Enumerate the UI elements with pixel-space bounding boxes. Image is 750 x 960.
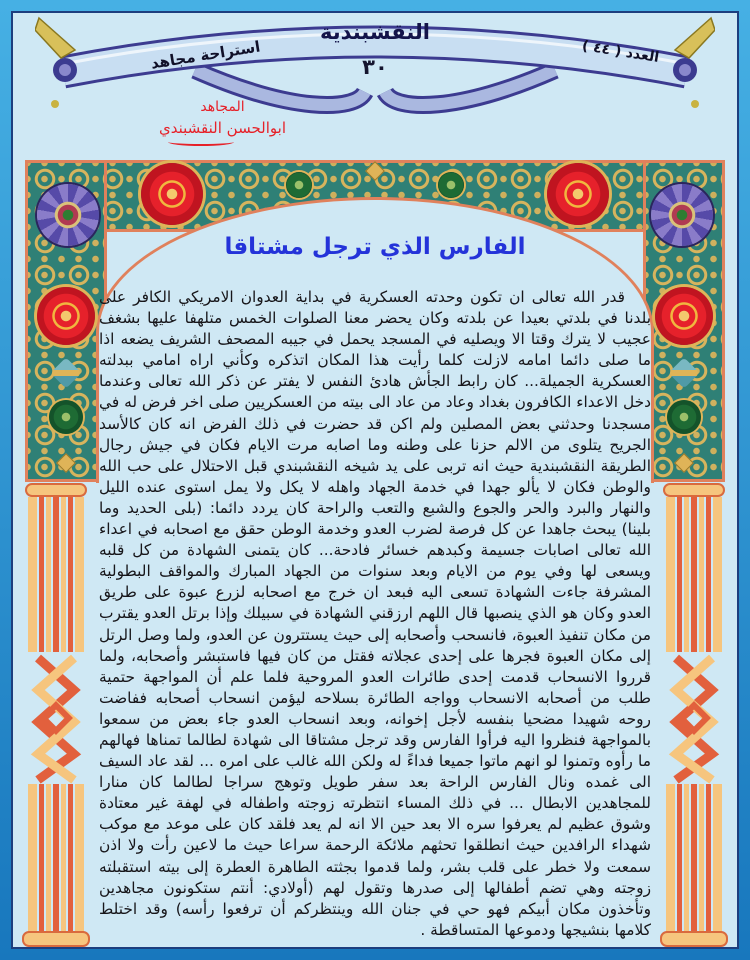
rosette-red-icon bbox=[547, 163, 609, 225]
rosette-red-icon bbox=[655, 287, 713, 345]
author-line2: ابوالحسن النقشبندي bbox=[159, 118, 286, 137]
article-title: الفارس الذي ترجل مشتاقا bbox=[224, 234, 526, 260]
knot-interlace-icon bbox=[28, 652, 84, 784]
rosette-purple-icon bbox=[37, 184, 99, 246]
article-body: قدر الله تعالى ان تكون وحدته العسكرية في بداية العدوان الامريكي الكافر على بلدنا في بلدتي بعيدا عن بلدته وكان يحضر معنا الصلوات الخمس متلهفا عليها بشغف عجيب لا يترك وقتا الا ويصليه في المسجد يحمل في جيبه المصحف الشريف يضعه اذا ما صلى دائما امامه لازلت كلما رأيت هذا المكان اتذكره وكأني اراه امامي ببدلته العسكرية الجميلة... كان رابط الجأش هادئ النفس لا يفتر عن ذكر الله تعالى وعندما دخل الاعداء الكافرون بغداد وعاد من عاد الى بيته من العسكريين صلى اخر فرض له في مسجدنا وحدثني بعض المصلين ولم اكن قد حضرت في ذلك الفرض انه كان كالأسد الجريح يتلوى من الالم حزنا على وطنه وما اصابه مرت الايام فكان في جيش رجال الطريقة النقشبندية حيث انه تربى على يد شيخه النقشبندي قبل الاحتلال على حب الله والوطن فكان لا يألو جهدا في خدمة الجهاد واهله لا يكل ولا يمل استوى عنده الليل والنهار والبرد والحر والجوع والشبع والتعب والراحة كان يردد دائما: (بلى الحديد وما بلينا) يبحث جاهدا عن كل فرصة لضرب العدو وخدمة الوطن حقق مع اصحابه في اعداء الله تعالى اصابات جسيمة وكبدهم خسائر فادحة... كان يتمنى الشهادة من كل قلبه ويسعى لها وفي يوم من الايام وبعد سنوات من الجهاد المبارك والمواقف البطولية المشرفة جاءت الشهادة تسعى اليه فبعد ان خرج مع اصحابه لزرع عبوة على طريق العدو وكان هو الذي ينصبها قال اللهم ارزقني الشهادة في سبيلك وإذا برتل العدو يقترب من مكان تنفيذ العبوة، فانسحب وأصحابه إلى حيث يستترون عن العدو، ولما وصل الرتل إلى مكان العبوة فجرها على إحدى عجلاته فقتل من كان فيها فاستبشر وأصحابه، ولما قرروا الانسحاب قدمت إحدى طائرات العدو المروحية فلما علم أن المواجهة حتمية طلب من أصحابه الانسحاب وواجه الطائرة بسلاحه ليؤمن انسحاب أصحابه ففاضت روحه شهيدا مضحيا بنفسه لأجل إخوانه، وبعد انسحاب العدو جاء بعض من سمعوا بالمواجهة فنظروا اليه فرأوا الفارس وقد ترجل مشتاقا الى شهادة لطالما تمناها فهالهم ما رأوه وتمنوا لو انهم ماتوا جميعا فداءً له ولكن الله غالب على امره ... لقد عاد السيف الى غمده ونال الفارس الراحة بعد سفر طويل وتوهج سراجا لطالما كان منارا للمجاهدين الابطال ... في ذلك المساء انتظرته زوجته واطفاله في لهفة غير معتادة وشوق عظيم لم يعرفوا سره الا بعد حين الا انه لم يعد فلقد كان على موعد مع موكب شهداء الرافدين حيث انطلقوا تحثهم ملائكة الرحمة سراعا حيث ما لاعين رأت ولا اذن سمعت ولا خطر على قلب بشر، ولما قدموا بجثته الطاهرة العطرة إلى بيته استقبلته زوجته وهي تضم أطفالها إلى صدرها وتقول لهم (أولادي: أنتم ستكونون مجاهدين وتأخذون مكان أبيكم فهو حي في جنان الله وينتظركم أن ترفعوا رأسه) وقد اختلط كلامها بنشيجها ودموعها المتساقطة . bbox=[99, 288, 651, 939]
rosette-red-icon bbox=[141, 163, 203, 225]
spear-tip-icon bbox=[673, 18, 715, 108]
knot-interlace-icon bbox=[666, 652, 722, 784]
page-number: ٣٠ bbox=[362, 55, 388, 79]
rosette-purple-icon bbox=[651, 184, 713, 246]
medallion-green-icon bbox=[286, 172, 312, 198]
medallion-green-icon bbox=[667, 400, 701, 434]
medallion-green-icon bbox=[438, 172, 464, 198]
rosette-red-icon bbox=[37, 287, 95, 345]
column-base-left bbox=[22, 931, 90, 947]
author-signature bbox=[110, 98, 335, 139]
banner-issue-label: العدد ( ٤٤ ) bbox=[580, 38, 661, 66]
medallion-green-icon bbox=[49, 400, 83, 434]
signature-flourish bbox=[168, 138, 234, 146]
column-base-right bbox=[660, 931, 728, 947]
banner-title: النقشبندية bbox=[319, 20, 431, 44]
column-capital-right bbox=[663, 483, 725, 497]
author-line1: المجاهد bbox=[200, 99, 245, 115]
spear-tip-icon bbox=[35, 18, 77, 108]
column-capital-left bbox=[25, 483, 87, 497]
banner-left-label: استراحة مجاهد bbox=[149, 37, 262, 73]
